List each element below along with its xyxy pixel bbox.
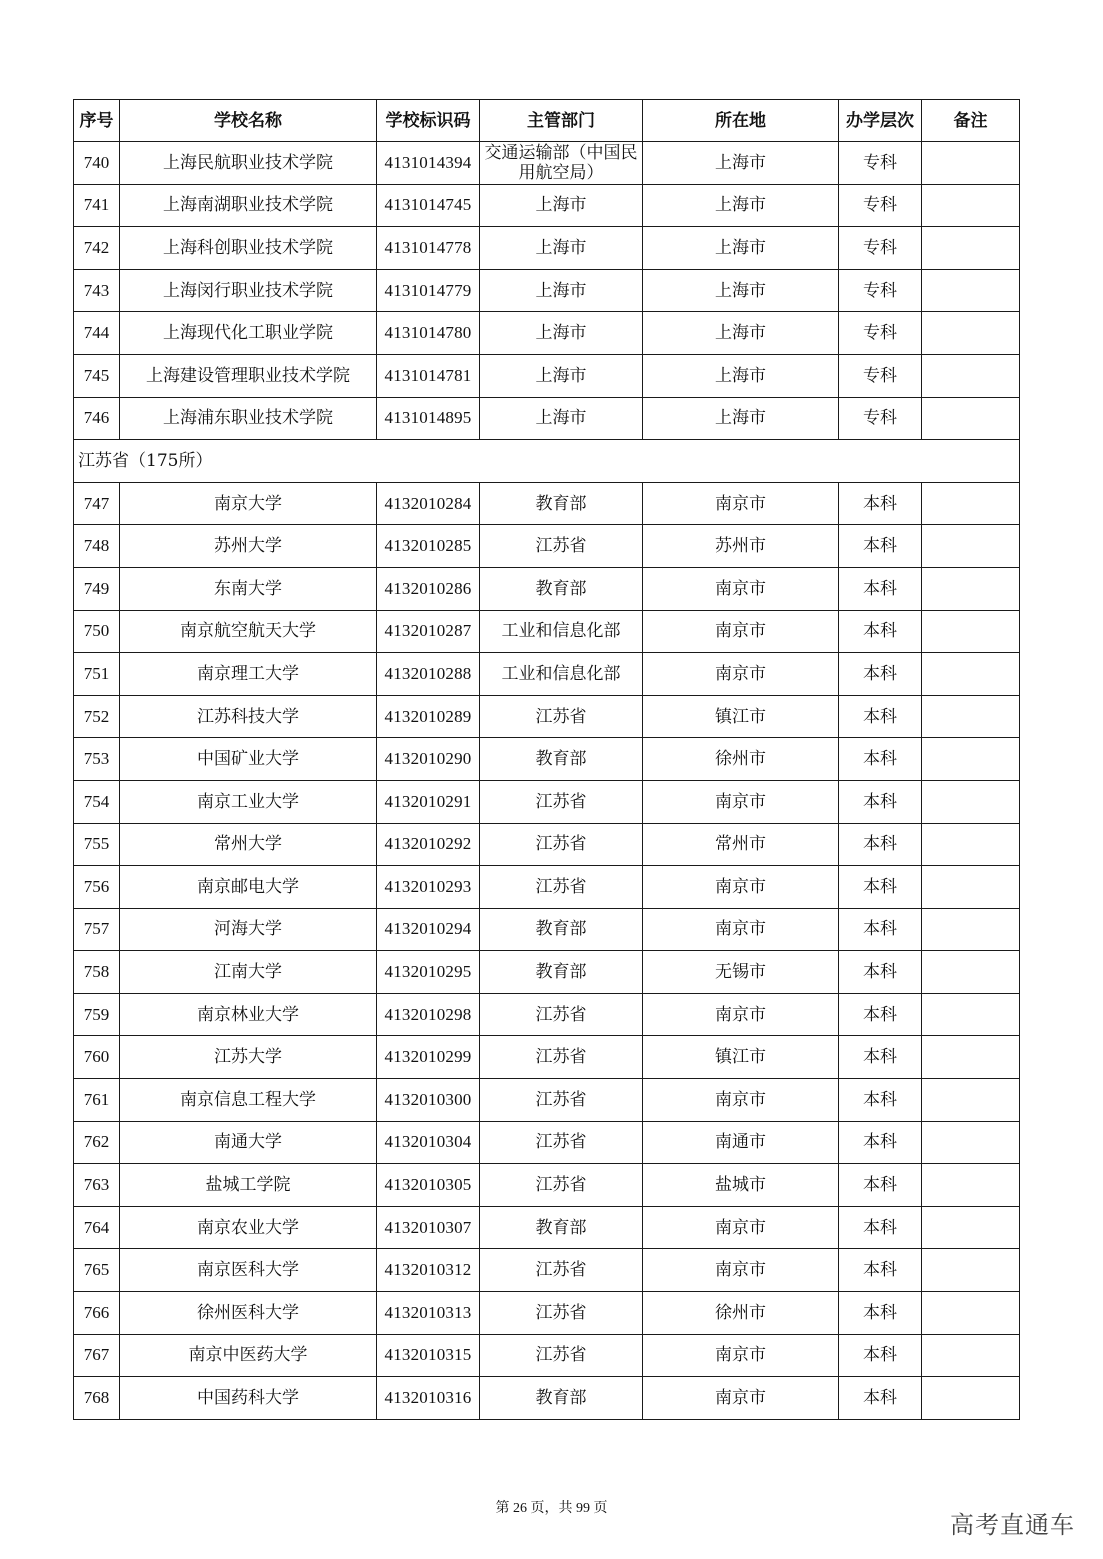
note-cell (922, 1036, 1020, 1079)
table-row (74, 525, 1020, 568)
school-name-cell: 江苏大学 (120, 1036, 377, 1079)
school-name-cell: 中国药科大学 (120, 1377, 377, 1420)
school-code-cell: 4131014778 (377, 227, 480, 270)
table-row (74, 482, 1020, 525)
school-code-cell: 4132010299 (377, 1036, 480, 1079)
level-cell: 专科 (839, 227, 922, 270)
note-cell (922, 653, 1020, 696)
location-cell: 南京市 (643, 1377, 839, 1420)
seq-cell: 745 (74, 354, 120, 397)
school-name-cell: 上海建设管理职业技术学院 (120, 354, 377, 397)
school-code-cell: 4132010315 (377, 1334, 480, 1377)
page-footer: 第 26 页，共 99 页 (495, 1501, 608, 1516)
authority-cell: 江苏省 (480, 1164, 643, 1207)
level-cell: 本科 (839, 1292, 922, 1335)
level-cell: 本科 (839, 1164, 922, 1207)
school-name-cell: 南京航空航天大学 (120, 610, 377, 653)
seq-cell: 746 (74, 397, 120, 440)
school-code-cell: 4132010291 (377, 780, 480, 823)
seq-cell: 747 (74, 482, 120, 525)
authority-cell: 教育部 (480, 1206, 643, 1249)
table-row (74, 312, 1020, 355)
school-name-cell: 江苏科技大学 (120, 695, 377, 738)
level-cell: 本科 (839, 482, 922, 525)
authority-cell: 教育部 (480, 908, 643, 951)
table-row (74, 184, 1020, 227)
school-code-cell: 4131014745 (377, 184, 480, 227)
header-name: 学校名称 (120, 100, 377, 142)
school-code-cell: 4131014394 (377, 142, 480, 185)
table-row (74, 1249, 1020, 1292)
note-cell (922, 695, 1020, 738)
note-cell (922, 993, 1020, 1036)
shanghai-rows (74, 142, 1020, 440)
note-cell (922, 610, 1020, 653)
school-code-cell: 4132010316 (377, 1377, 480, 1420)
authority-cell: 上海市 (480, 269, 643, 312)
school-name-cell: 上海现代化工职业学院 (120, 312, 377, 355)
note-cell (922, 142, 1020, 185)
location-cell: 镇江市 (643, 695, 839, 738)
seq-cell: 757 (74, 908, 120, 951)
note-cell (922, 1292, 1020, 1335)
seq-cell: 754 (74, 780, 120, 823)
table-row (74, 142, 1020, 185)
seq-cell: 763 (74, 1164, 120, 1207)
note-cell (922, 1334, 1020, 1377)
level-cell: 专科 (839, 354, 922, 397)
level-cell: 本科 (839, 908, 922, 951)
authority-cell: 教育部 (480, 567, 643, 610)
school-code-cell: 4132010284 (377, 482, 480, 525)
location-cell: 徐州市 (643, 738, 839, 781)
header-level: 办学层次 (839, 100, 922, 142)
note-cell (922, 269, 1020, 312)
seq-cell: 766 (74, 1292, 120, 1335)
school-code-cell: 4132010292 (377, 823, 480, 866)
level-cell: 本科 (839, 780, 922, 823)
seq-cell: 740 (74, 142, 120, 185)
authority-cell: 教育部 (480, 482, 643, 525)
table-row (74, 993, 1020, 1036)
school-code-cell: 4132010293 (377, 866, 480, 909)
seq-cell: 755 (74, 823, 120, 866)
section-title: 江苏省（175所） (74, 440, 1020, 483)
authority-cell: 江苏省 (480, 823, 643, 866)
table-row (74, 738, 1020, 781)
level-cell: 本科 (839, 567, 922, 610)
jiangsu-rows (74, 482, 1020, 1419)
note-cell (922, 227, 1020, 270)
level-cell: 本科 (839, 1249, 922, 1292)
location-cell: 无锡市 (643, 951, 839, 994)
level-cell: 本科 (839, 525, 922, 568)
table-row (74, 269, 1020, 312)
table-row (74, 1164, 1020, 1207)
authority-cell: 上海市 (480, 184, 643, 227)
school-name-cell: 河海大学 (120, 908, 377, 951)
authority-cell: 江苏省 (480, 993, 643, 1036)
authority-cell: 江苏省 (480, 1292, 643, 1335)
seq-cell: 743 (74, 269, 120, 312)
school-name-cell: 上海南湖职业技术学院 (120, 184, 377, 227)
school-name-cell: 上海浦东职业技术学院 (120, 397, 377, 440)
seq-cell: 749 (74, 567, 120, 610)
school-name-cell: 南京林业大学 (120, 993, 377, 1036)
school-name-cell: 南京农业大学 (120, 1206, 377, 1249)
level-cell: 本科 (839, 823, 922, 866)
school-code-cell: 4132010286 (377, 567, 480, 610)
location-cell: 上海市 (643, 227, 839, 270)
note-cell (922, 866, 1020, 909)
level-cell: 本科 (839, 738, 922, 781)
school-name-cell: 江南大学 (120, 951, 377, 994)
seq-cell: 741 (74, 184, 120, 227)
note-cell (922, 525, 1020, 568)
schools-table (73, 99, 1020, 1420)
school-code-cell: 4131014895 (377, 397, 480, 440)
level-cell: 本科 (839, 1036, 922, 1079)
table-row (74, 1079, 1020, 1122)
level-cell: 专科 (839, 312, 922, 355)
seq-cell: 765 (74, 1249, 120, 1292)
table-row (74, 780, 1020, 823)
school-code-cell: 4132010285 (377, 525, 480, 568)
school-code-cell: 4132010305 (377, 1164, 480, 1207)
seq-cell: 742 (74, 227, 120, 270)
table-row (74, 567, 1020, 610)
note-cell (922, 397, 1020, 440)
level-cell: 本科 (839, 1334, 922, 1377)
school-name-cell: 中国矿业大学 (120, 738, 377, 781)
level-cell: 专科 (839, 184, 922, 227)
school-name-cell: 南京信息工程大学 (120, 1079, 377, 1122)
authority-cell: 江苏省 (480, 1079, 643, 1122)
authority-cell: 江苏省 (480, 1121, 643, 1164)
school-name-cell: 常州大学 (120, 823, 377, 866)
school-code-cell: 4132010312 (377, 1249, 480, 1292)
school-code-cell: 4131014781 (377, 354, 480, 397)
seq-cell: 751 (74, 653, 120, 696)
authority-cell: 上海市 (480, 397, 643, 440)
table-row (74, 1036, 1020, 1079)
table-row (74, 610, 1020, 653)
location-cell: 上海市 (643, 312, 839, 355)
note-cell (922, 951, 1020, 994)
authority-cell: 江苏省 (480, 1249, 643, 1292)
location-cell: 南京市 (643, 653, 839, 696)
school-code-cell: 4131014780 (377, 312, 480, 355)
note-cell (922, 780, 1020, 823)
note-cell (922, 1164, 1020, 1207)
authority-cell: 江苏省 (480, 1334, 643, 1377)
note-cell (922, 1249, 1020, 1292)
location-cell: 南京市 (643, 1206, 839, 1249)
school-code-cell: 4132010298 (377, 993, 480, 1036)
location-cell: 南京市 (643, 866, 839, 909)
level-cell: 本科 (839, 993, 922, 1036)
seq-cell: 761 (74, 1079, 120, 1122)
authority-cell: 江苏省 (480, 780, 643, 823)
header-seq: 序号 (74, 100, 120, 142)
table-row (74, 1121, 1020, 1164)
note-cell (922, 738, 1020, 781)
level-cell: 本科 (839, 1121, 922, 1164)
school-name-cell: 盐城工学院 (120, 1164, 377, 1207)
school-name-cell: 南京工业大学 (120, 780, 377, 823)
note-cell (922, 1121, 1020, 1164)
seq-cell: 744 (74, 312, 120, 355)
school-code-cell: 4132010288 (377, 653, 480, 696)
authority-cell: 工业和信息化部 (480, 610, 643, 653)
school-name-cell: 上海闵行职业技术学院 (120, 269, 377, 312)
seq-cell: 748 (74, 525, 120, 568)
location-cell: 南京市 (643, 482, 839, 525)
header-note: 备注 (922, 100, 1020, 142)
seq-cell: 758 (74, 951, 120, 994)
location-cell: 南京市 (643, 1079, 839, 1122)
table-row (74, 1292, 1020, 1335)
seq-cell: 767 (74, 1334, 120, 1377)
table-row (74, 695, 1020, 738)
note-cell (922, 908, 1020, 951)
seq-cell: 760 (74, 1036, 120, 1079)
table-row (74, 1334, 1020, 1377)
location-cell: 南京市 (643, 993, 839, 1036)
table-row (74, 354, 1020, 397)
seq-cell: 752 (74, 695, 120, 738)
authority-cell: 上海市 (480, 227, 643, 270)
school-name-cell: 南京中医药大学 (120, 1334, 377, 1377)
header-code: 学校标识码 (377, 100, 480, 142)
table-row (74, 653, 1020, 696)
location-cell: 南京市 (643, 780, 839, 823)
authority-cell: 教育部 (480, 1377, 643, 1420)
location-cell: 盐城市 (643, 1164, 839, 1207)
note-cell (922, 567, 1020, 610)
location-cell: 上海市 (643, 184, 839, 227)
table-row (74, 227, 1020, 270)
note-cell (922, 482, 1020, 525)
school-code-cell: 4132010287 (377, 610, 480, 653)
seq-cell: 764 (74, 1206, 120, 1249)
authority-cell: 交通运输部（中国民用航空局） (480, 142, 643, 185)
note-cell (922, 1377, 1020, 1420)
level-cell: 本科 (839, 951, 922, 994)
seq-cell: 768 (74, 1377, 120, 1420)
seq-cell: 759 (74, 993, 120, 1036)
authority-cell: 教育部 (480, 951, 643, 994)
authority-cell: 工业和信息化部 (480, 653, 643, 696)
location-cell: 南京市 (643, 908, 839, 951)
school-code-cell: 4132010294 (377, 908, 480, 951)
table-row (74, 397, 1020, 440)
note-cell (922, 184, 1020, 227)
table-row (74, 1377, 1020, 1420)
note-cell (922, 823, 1020, 866)
location-cell: 南通市 (643, 1121, 839, 1164)
level-cell: 专科 (839, 397, 922, 440)
authority-cell: 江苏省 (480, 525, 643, 568)
level-cell: 本科 (839, 1206, 922, 1249)
header-authority: 主管部门 (480, 100, 643, 142)
school-name-cell: 南京大学 (120, 482, 377, 525)
school-code-cell: 4132010300 (377, 1079, 480, 1122)
authority-cell: 江苏省 (480, 695, 643, 738)
location-cell: 南京市 (643, 1334, 839, 1377)
authority-cell: 上海市 (480, 312, 643, 355)
level-cell: 本科 (839, 695, 922, 738)
location-cell: 上海市 (643, 269, 839, 312)
school-code-cell: 4132010295 (377, 951, 480, 994)
section-row-jiangsu (74, 440, 1020, 483)
location-cell: 苏州市 (643, 525, 839, 568)
level-cell: 专科 (839, 269, 922, 312)
location-cell: 南京市 (643, 1249, 839, 1292)
level-cell: 本科 (839, 1377, 922, 1420)
school-name-cell: 上海民航职业技术学院 (120, 142, 377, 185)
school-name-cell: 南京理工大学 (120, 653, 377, 696)
authority-cell: 江苏省 (480, 1036, 643, 1079)
level-cell: 专科 (839, 142, 922, 185)
location-cell: 徐州市 (643, 1292, 839, 1335)
level-cell: 本科 (839, 653, 922, 696)
seq-cell: 750 (74, 610, 120, 653)
seq-cell: 756 (74, 866, 120, 909)
school-code-cell: 4132010290 (377, 738, 480, 781)
school-name-cell: 徐州医科大学 (120, 1292, 377, 1335)
school-code-cell: 4132010289 (377, 695, 480, 738)
authority-cell: 教育部 (480, 738, 643, 781)
location-cell: 南京市 (643, 567, 839, 610)
school-name-cell: 苏州大学 (120, 525, 377, 568)
note-cell (922, 354, 1020, 397)
location-cell: 上海市 (643, 354, 839, 397)
location-cell: 常州市 (643, 823, 839, 866)
note-cell (922, 312, 1020, 355)
level-cell: 本科 (839, 866, 922, 909)
level-cell: 本科 (839, 1079, 922, 1122)
table-row (74, 823, 1020, 866)
table-row (74, 908, 1020, 951)
school-code-cell: 4131014779 (377, 269, 480, 312)
school-code-cell: 4132010304 (377, 1121, 480, 1164)
note-cell (922, 1206, 1020, 1249)
watermark: 高考直通车 (950, 1511, 1075, 1539)
location-cell: 镇江市 (643, 1036, 839, 1079)
school-name-cell: 南通大学 (120, 1121, 377, 1164)
seq-cell: 753 (74, 738, 120, 781)
level-cell: 本科 (839, 610, 922, 653)
school-code-cell: 4132010307 (377, 1206, 480, 1249)
header-row (74, 100, 1020, 142)
note-cell (922, 1079, 1020, 1122)
school-name-cell: 上海科创职业技术学院 (120, 227, 377, 270)
table-row (74, 951, 1020, 994)
location-cell: 上海市 (643, 397, 839, 440)
table-row (74, 1206, 1020, 1249)
school-code-cell: 4132010313 (377, 1292, 480, 1335)
authority-cell: 上海市 (480, 354, 643, 397)
jiangsu-section (74, 440, 1020, 483)
school-name-cell: 南京邮电大学 (120, 866, 377, 909)
school-name-cell: 东南大学 (120, 567, 377, 610)
school-name-cell: 南京医科大学 (120, 1249, 377, 1292)
seq-cell: 762 (74, 1121, 120, 1164)
authority-cell: 江苏省 (480, 866, 643, 909)
location-cell: 上海市 (643, 142, 839, 185)
header-location: 所在地 (643, 100, 839, 142)
location-cell: 南京市 (643, 610, 839, 653)
table-row (74, 866, 1020, 909)
